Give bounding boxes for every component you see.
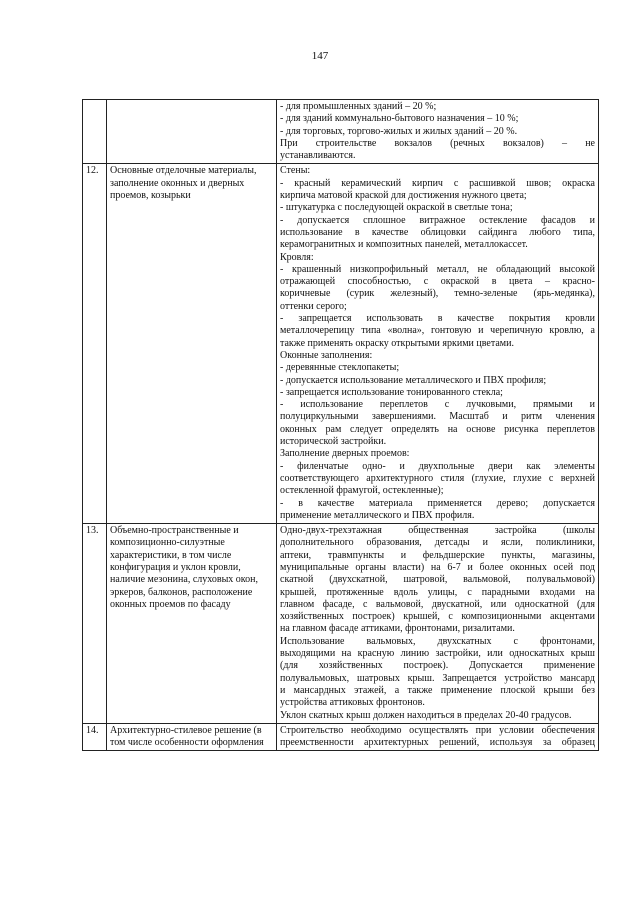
requirement-line: аптеки, травмпункты и фельдшерские пункты, магазины,: [280, 549, 595, 561]
requirement-line: - деревянные стеклопакеты;: [280, 362, 400, 374]
requirement-line: применение металлического и ПВХ профиля.: [280, 509, 475, 521]
requirement-line: - красный керамический кирпич с расшивкой швов; окраска: [280, 177, 595, 189]
parameter-name: [107, 723, 277, 751]
row-number: 14.: [83, 723, 107, 751]
requirement-line: металлочерепицу типа «волна», гонтовую и черепичную кровлю, а: [280, 325, 595, 337]
parameter-name: [107, 524, 277, 724]
requirement-line: - для торговых, торгово-жилых и жилых зданий – 20 %.: [280, 125, 518, 137]
requirement-line: на главном фасаде аттиками, фронтонами, ризалитами.: [280, 623, 515, 635]
requirement-line: соответствующего архитектурного стиля (глухие, глухие с верхней: [280, 472, 595, 484]
requirement-line: оконных рам следует определять на основе рисунка переплетов: [280, 423, 595, 435]
parameter-name: [107, 164, 277, 524]
parameter-name-line: композиционно-силуэтные: [110, 537, 225, 549]
requirement-line: крышей, протяженные вдоль улицы, с парадными входами на: [280, 586, 595, 598]
requirement-line: полувальмовых, шатровых крыш. Запрещается устройство мансард: [280, 672, 595, 684]
requirement-line: Использование вальмовых, двухскатных с фронтонами,: [280, 635, 595, 647]
requirement-line: Заполнение дверных проемов:: [280, 448, 410, 460]
requirement-line: и мансардных этажей, а также применение плоской крыши без: [280, 684, 595, 696]
requirement-line: хозяйственных построек) крышей, с композиционными акцентами: [280, 611, 595, 623]
parameter-name-line: Архитектурно-стилевое решение (в: [110, 724, 262, 736]
row-number: 12.: [83, 164, 107, 524]
table-row: [83, 164, 599, 524]
requirement-line: использование в качестве облицовки сайдинга любого типа,: [280, 226, 595, 238]
row-number: 13.: [83, 524, 107, 724]
requirement-line: отражающей способностью, с окраской в цвета – красно-: [280, 276, 595, 288]
requirement-line: преемственности архитектурных решений, используя за образец: [280, 737, 595, 749]
requirement-line: - филенчатые одно- и двухпольные двери как элементы: [280, 460, 595, 472]
parameter-name-line: эркеров, балконов, расположение: [110, 586, 253, 598]
requirement-line: остекленной фрамугой, остекленные);: [280, 485, 444, 497]
requirement-line: (для хозяйственных построек). Допускается применение: [280, 660, 595, 672]
requirement-line: - запрещается использование тонированного стекла;: [280, 386, 503, 398]
requirement-line: Стены:: [280, 165, 311, 177]
parameter-name-line: наличие мезонина, слуховых окон,: [110, 574, 259, 586]
requirement-line: устройства аттиковых фронтонов.: [280, 697, 425, 709]
requirements-table: [82, 99, 599, 751]
parameter-name-line: заполнение оконных и дверных: [110, 177, 245, 189]
table-row: [83, 524, 599, 724]
requirement-line: Строительство необходимо осуществлять при условии обеспечения: [280, 724, 595, 736]
requirement-line: Уклон скатных крыш должен находиться в пределах 20-40 градусов.: [280, 709, 572, 721]
requirement-line: - крашенный низкопрофильный металл, не обладающий высокой: [280, 263, 595, 275]
requirement-line: - допускается сплошное витражное остекление фасадов и: [280, 214, 595, 226]
requirement-line: оттенки серого;: [280, 300, 347, 312]
requirement-line: Кровля:: [280, 251, 314, 263]
page-number: 147: [311, 50, 329, 62]
requirement-line: - использование переплетов с лучковыми, прямыми и: [280, 399, 595, 411]
requirement-line: - штукатурка с последующей окраской в светлые тона;: [280, 202, 513, 214]
requirement-line: скатной (двухскатной, шатровой, вальмовой, полувальмовой): [280, 574, 595, 586]
requirement-line: - допускается использование металлического и ПВХ профиля;: [280, 374, 547, 386]
requirement-line: полуциркульными завершениями. Масштаб и ритм членения: [280, 411, 595, 423]
requirement-line: устанавливаются.: [280, 150, 356, 162]
requirement-line: также применять окраску открытыми яркими цветами.: [280, 337, 514, 349]
requirement-line: исторической застройки.: [280, 436, 387, 448]
parameter-name-line: конфигурация и уклон кровли,: [110, 561, 241, 573]
parameter-name-line: проемов, козырьки: [110, 190, 191, 202]
parameter-name-line: характеристики, в том числе: [110, 549, 232, 561]
requirement-text: [277, 524, 599, 724]
requirement-line: главном фасаде, с вальмовой, двускатной, или односкатной (для: [280, 598, 595, 610]
table-row: [83, 723, 599, 751]
requirement-line: муниципальные органы власти) на 6-7 и более оконных осей под: [280, 561, 595, 573]
requirement-line: - в качестве материала применяется дерево; допускается: [280, 497, 595, 509]
requirement-line: керамогранитных и композитных панелей, металлокассет.: [280, 239, 528, 251]
table-row: [83, 100, 599, 164]
requirement-line: коричневые (сурик железный), темно-зеленые (ярь-медянка),: [280, 288, 595, 300]
parameter-name: [107, 100, 277, 164]
parameter-name-line: оконных проемов по фасаду: [110, 598, 231, 610]
requirement-text: [277, 100, 599, 164]
requirement-line: Одно-двух-трехэтажная общественная застройка (школы: [280, 525, 595, 537]
requirement-line: - для зданий коммунально-бытового назначения – 10 %;: [280, 113, 519, 125]
page-bottom-margin: [0, 865, 640, 905]
requirement-line: выходящими на красную линию застройки, или односкатных крыш: [280, 648, 595, 660]
requirement-line: - запрещается использовать в качестве покрытия кровли: [280, 313, 595, 325]
parameter-name-line: Объемно-пространственные и: [110, 525, 239, 537]
parameter-name-line: Основные отделочные материалы,: [110, 165, 257, 177]
requirement-line: Оконные заполнения:: [280, 349, 373, 361]
parameter-name-line: том числе особенности оформления: [110, 737, 264, 749]
requirement-line: При строительстве вокзалов (речных вокзалов) – не: [280, 137, 595, 149]
requirement-line: кирпича матовой краской для достижения нужного цвета;: [280, 190, 527, 202]
row-number: [83, 100, 107, 164]
requirement-line: дополнительного образования, детсады и ясли, поликлиники,: [280, 537, 595, 549]
requirement-text: [277, 164, 599, 524]
requirement-text: [277, 723, 599, 751]
requirement-line: - для промышленных зданий – 20 %;: [280, 101, 437, 112]
